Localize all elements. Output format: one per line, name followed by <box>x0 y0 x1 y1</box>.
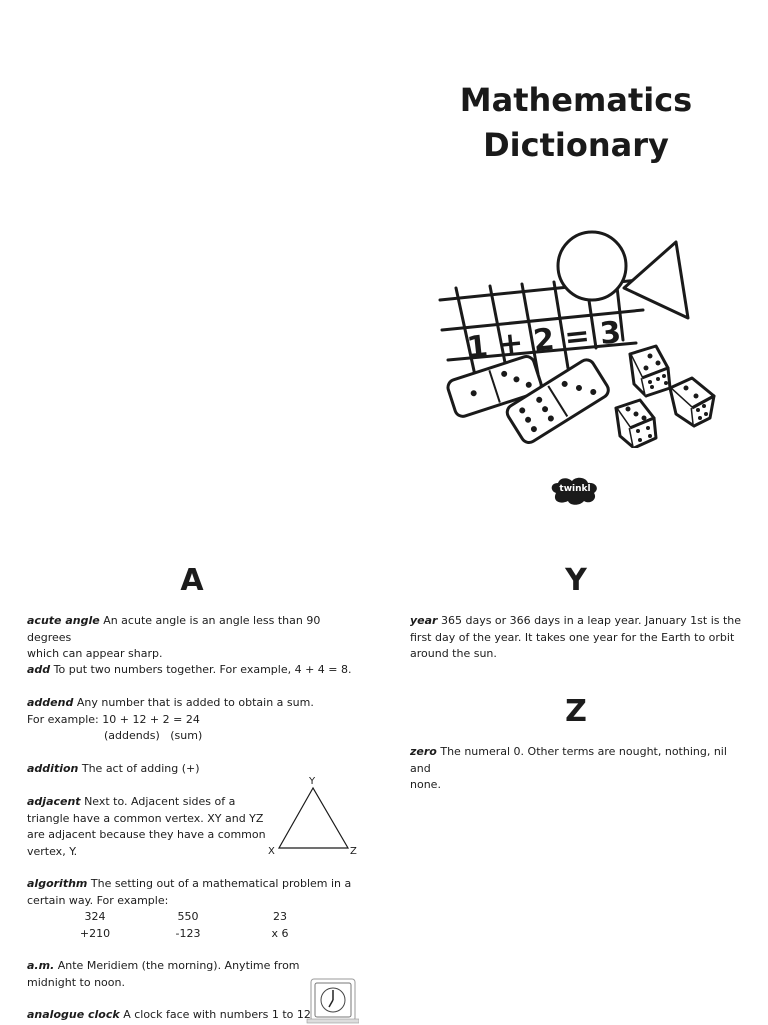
algorithm-example-1 <box>70 909 120 942</box>
page-title <box>384 78 768 168</box>
entry-add <box>27 662 367 679</box>
title-line-1: Mathematics <box>459 81 693 119</box>
logo-text: twinkl <box>559 484 591 494</box>
definition-line4: vertex, Y. <box>27 844 78 858</box>
algorithm-example-2 <box>163 909 213 942</box>
definition-line3: are adjacent because they have a common <box>27 828 266 841</box>
definition: The numeral 0. Other terms are nought, nothing, nil and <box>410 745 727 775</box>
entry-zero <box>410 744 750 794</box>
section-letter-y: Y <box>565 563 587 598</box>
entry-analogue-clock <box>27 1007 327 1024</box>
algorithm-example-2-bottom: -123 <box>175 926 201 940</box>
vertex-label-y: Y <box>309 776 316 787</box>
term: acute angle <box>27 614 100 627</box>
definition-line2: triangle have a common vertex. XY and YZ <box>27 811 264 825</box>
term: zero <box>410 745 437 758</box>
entry-am <box>27 958 327 991</box>
vertex-label-x: X <box>268 846 275 857</box>
definition: To put two numbers together. For example, 4 + 4 = 8. <box>53 663 352 676</box>
vertex-label-z: Z <box>350 846 357 857</box>
algorithm-example-3-top: 23 <box>273 910 287 923</box>
definition-line2: which can appear sharp. <box>27 647 163 660</box>
definition-line2: midnight to noon. <box>27 975 125 989</box>
entry-acute-angle <box>27 613 367 663</box>
algorithm-example-1-bottom: +210 <box>79 926 111 940</box>
section-letter-a: A <box>180 563 204 598</box>
title-line-2: Dictionary <box>483 126 669 164</box>
definition-line2: first day of the year. It takes one year for the Earth to orbit <box>410 630 735 644</box>
definition-line3: around the sun. <box>410 647 497 660</box>
term: a.m. <box>27 959 55 972</box>
grid-equation: 1 + 2 = 3 <box>465 314 623 366</box>
definition-line2: none. <box>410 778 441 791</box>
term: algorithm <box>27 877 88 890</box>
definition: A clock face with numbers 1 to 12 <box>123 1008 311 1021</box>
algorithm-example-2-top: 550 <box>177 910 199 923</box>
term: addend <box>27 696 74 709</box>
definition: The setting out of a mathematical problem in a <box>90 877 352 890</box>
entry-addend <box>27 695 367 745</box>
section-letter-z: Z <box>565 694 587 729</box>
algorithm-example-3 <box>255 909 305 942</box>
definition: Next to. Adjacent sides of a <box>84 795 236 808</box>
definition: Any number that is added to obtain a sum. <box>76 696 314 709</box>
term: year <box>410 614 438 627</box>
entry-year <box>410 613 750 663</box>
triangle-xyz-diagram <box>262 772 362 860</box>
algorithm-example-3-bottom: x 6 <box>271 926 289 940</box>
example: For example: 10 + 12 + 2 = 24 <box>27 712 200 726</box>
entry-algorithm <box>27 876 367 909</box>
cover-illustration <box>438 228 718 448</box>
entry-adjacent <box>27 794 267 860</box>
definition: An acute angle is an angle less than 90 degrees <box>27 614 321 644</box>
term: addition <box>27 762 79 775</box>
definition: The act of adding (+) <box>81 762 200 775</box>
definition-line2: certain way. For example: <box>27 893 169 907</box>
example-labels: (addends) (sum) <box>104 729 203 742</box>
definition: Ante Meridiem (the morning). Anytime from <box>57 959 300 972</box>
definition: 365 days or 366 days in a leap year. January 1st is the <box>440 614 742 627</box>
twinkl-logo <box>548 475 602 507</box>
term: add <box>27 663 51 676</box>
algorithm-example-1-top: 324 <box>84 910 106 923</box>
term: analogue clock <box>27 1008 120 1021</box>
term: adjacent <box>27 795 81 808</box>
